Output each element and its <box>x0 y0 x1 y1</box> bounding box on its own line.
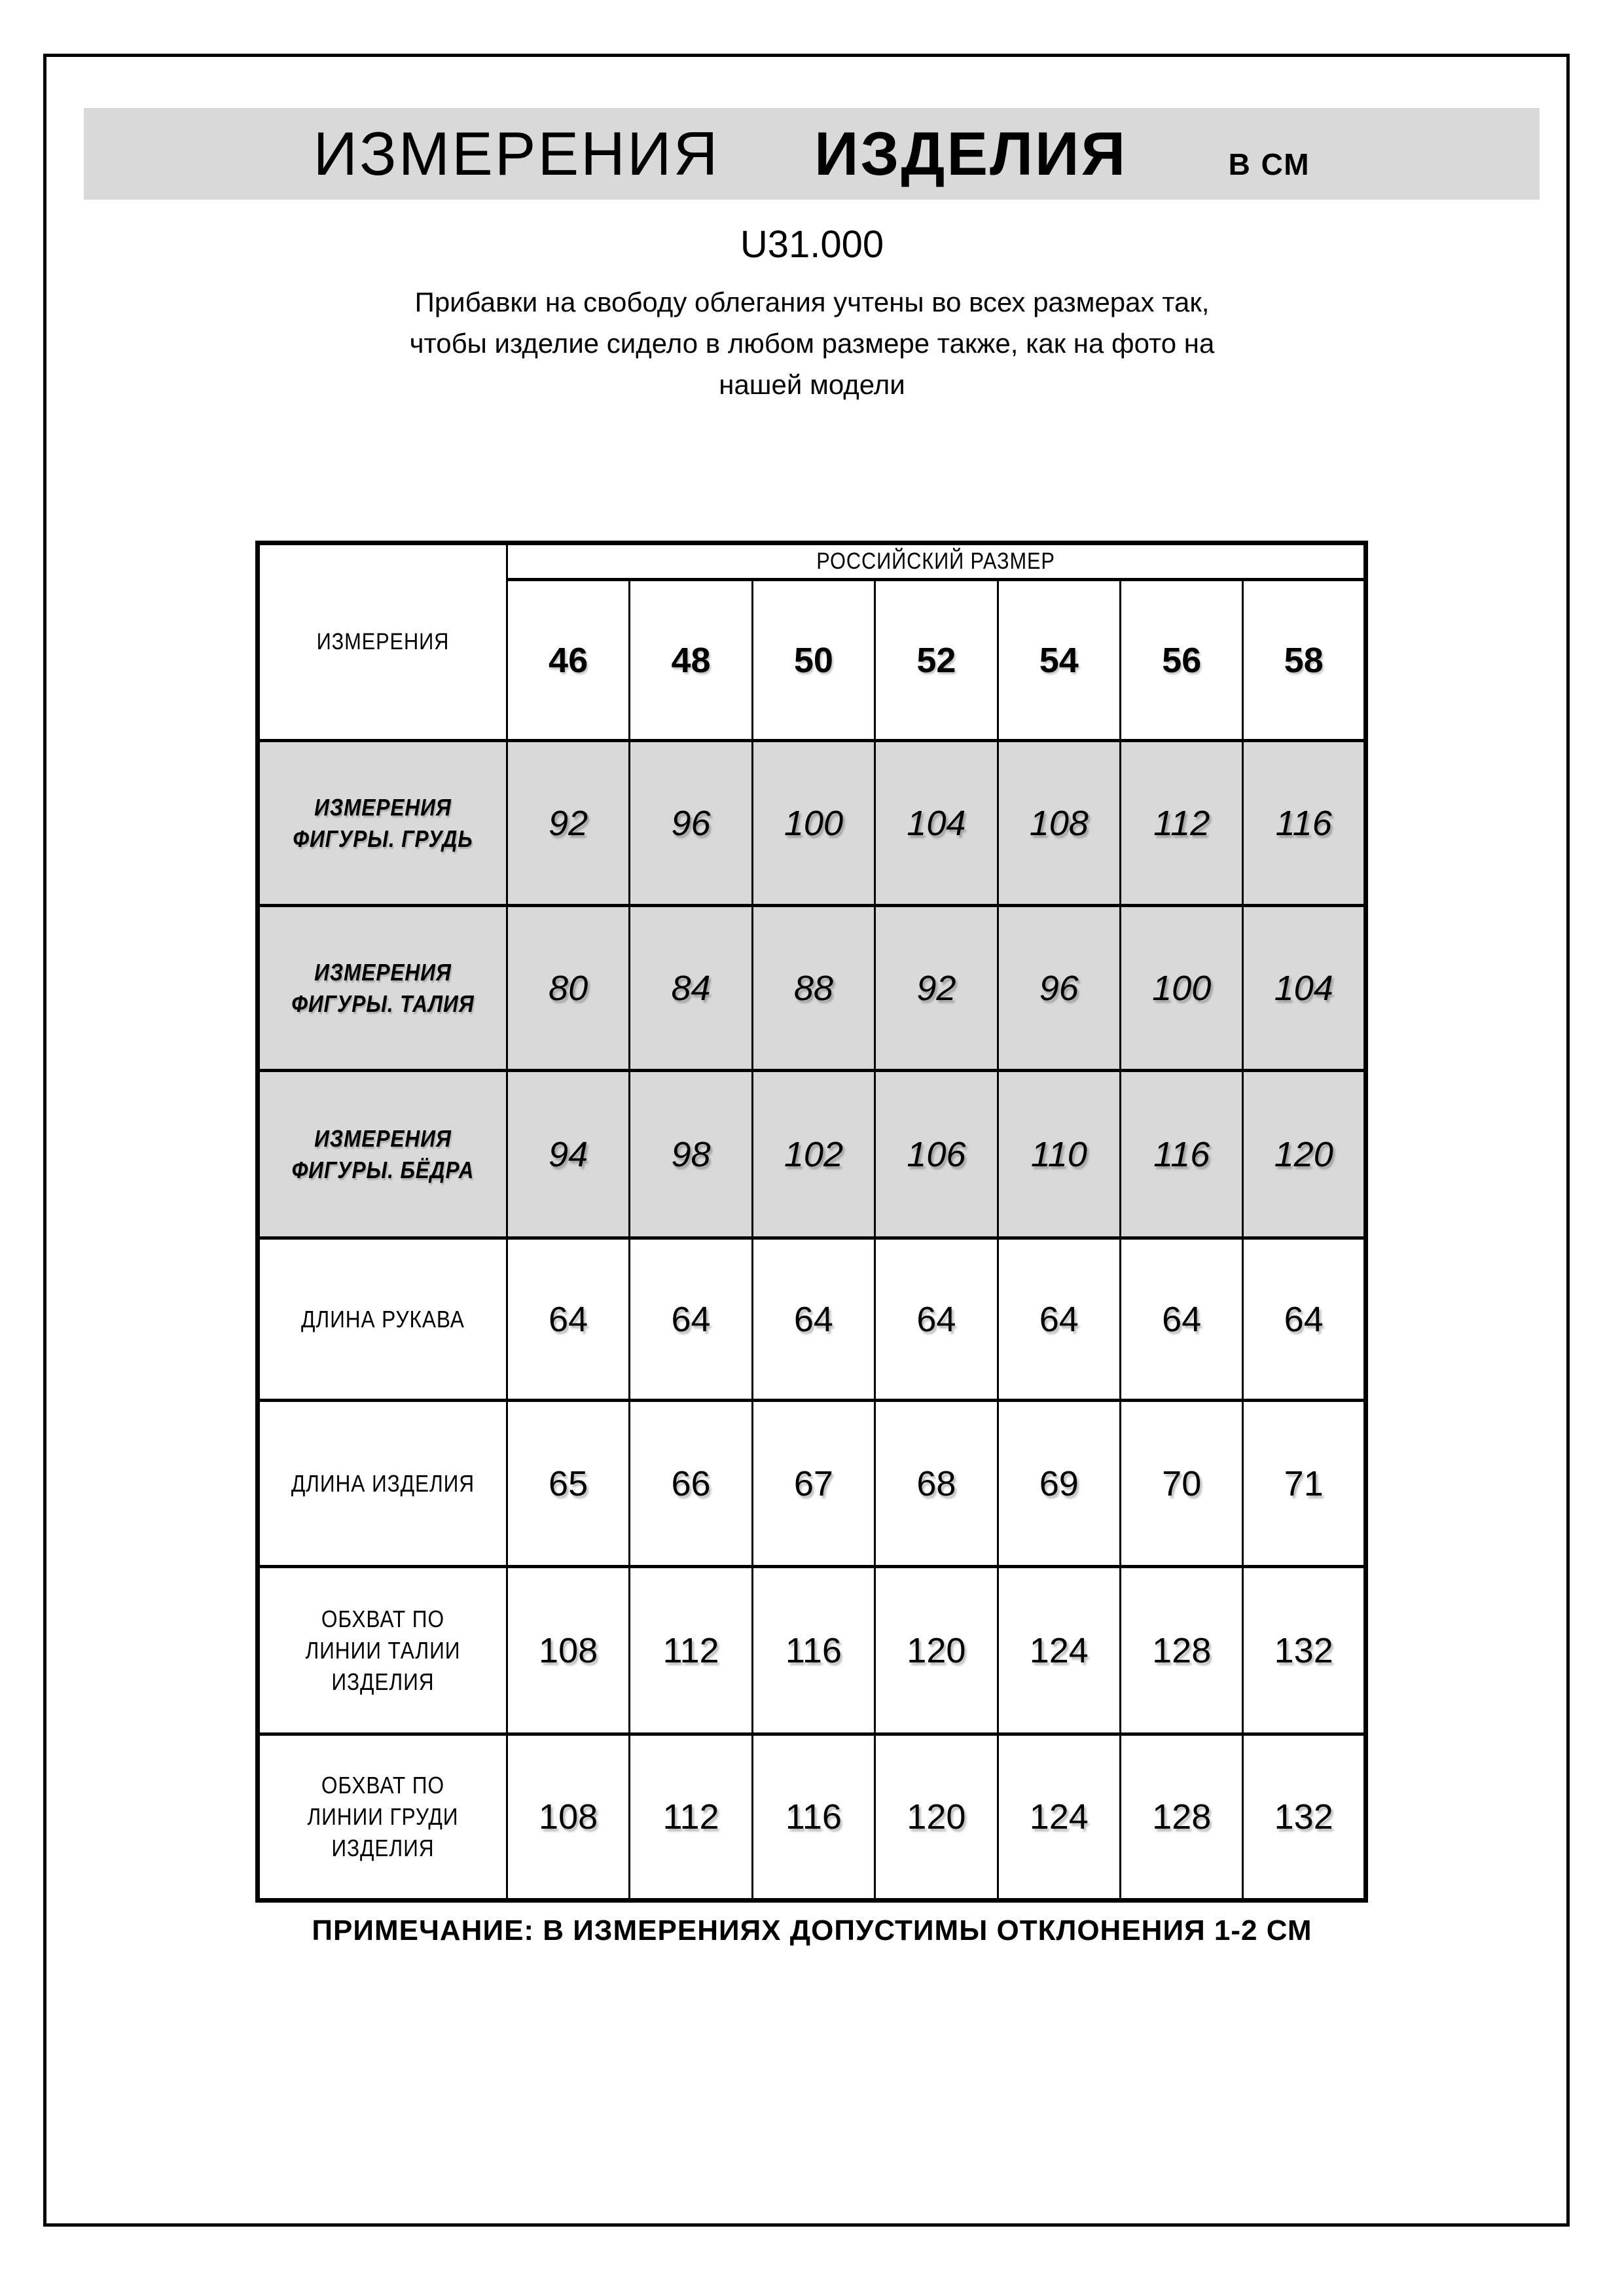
value-cell: 112 <box>630 1567 752 1734</box>
row-label-cell <box>258 741 507 906</box>
size-table <box>255 541 1368 1903</box>
tolerance-note: ПРИМЕЧАНИЕ: В ИЗМЕРЕНИЯХ ДОПУСТИМЫ ОТКЛОНЕНИЯ 1-2 СМ <box>312 1914 1312 1946</box>
corner-header-cell <box>258 543 507 741</box>
value-cell: 108 <box>507 1567 629 1734</box>
value-cell: 116 <box>752 1567 875 1734</box>
value-cell: 84 <box>630 906 752 1071</box>
value-cell: 96 <box>630 741 752 906</box>
row-label-line: ДЛИНА РУКАВА <box>301 1305 465 1333</box>
row-label <box>275 1123 492 1186</box>
value-cell: 64 <box>875 1238 998 1401</box>
value-cell: 67 <box>752 1401 875 1567</box>
row-label <box>275 1468 492 1499</box>
title-line <box>313 118 1310 189</box>
size-header-cell: 54 <box>998 580 1120 741</box>
value-cell: 65 <box>507 1401 629 1567</box>
value-cell: 112 <box>1120 741 1242 906</box>
value-cell: 100 <box>752 741 875 906</box>
table-row-body-waist <box>258 906 1366 1071</box>
value-cell: 70 <box>1120 1401 1242 1567</box>
row-label-cell <box>258 1071 507 1238</box>
value-cell: 102 <box>752 1071 875 1238</box>
value-cell: 110 <box>998 1071 1120 1238</box>
value-cell: 64 <box>1243 1238 1366 1401</box>
value-cell: 116 <box>1243 741 1366 906</box>
intro-paragraph <box>0 281 1624 405</box>
row-label-line: ДЛИНА ИЗДЕЛИЯ <box>291 1469 475 1497</box>
value-cell: 96 <box>998 906 1120 1071</box>
row-label-line: ФИГУРЫ. ТАЛИЯ <box>291 990 475 1017</box>
value-cell: 69 <box>998 1401 1120 1567</box>
intro-line: чтобы изделие сидело в любом размере также, как на фото на <box>409 328 1215 359</box>
size-header-cell: 48 <box>630 580 752 741</box>
size-header-cell: 56 <box>1120 580 1242 741</box>
value-cell: 98 <box>630 1071 752 1238</box>
value-cell: 108 <box>998 741 1120 906</box>
value-cell: 116 <box>1120 1071 1242 1238</box>
title-banner <box>84 108 1540 200</box>
row-label-line: ФИГУРЫ. ГРУДЬ <box>293 825 473 852</box>
row-label-line: ИЗМЕРЕНИЯ <box>314 958 452 986</box>
size-header-cell: 52 <box>875 580 998 741</box>
value-cell: 64 <box>752 1238 875 1401</box>
intro-line: нашей модели <box>719 369 905 400</box>
title-unit-cm: В СМ <box>1228 147 1310 181</box>
value-cell: 124 <box>998 1567 1120 1734</box>
value-cell: 88 <box>752 906 875 1071</box>
table-row-body-chest <box>258 741 1366 906</box>
table-row-body-hips <box>258 1071 1366 1238</box>
value-cell: 104 <box>1243 906 1366 1071</box>
row-label-cell <box>258 1401 507 1567</box>
row-label <box>275 792 492 855</box>
value-cell: 106 <box>875 1071 998 1238</box>
row-label-line: ОБХВАТ ПО <box>321 1605 444 1632</box>
row-label <box>275 1770 492 1864</box>
size-header-cell: 58 <box>1243 580 1366 741</box>
row-label-cell <box>258 906 507 1071</box>
size-header-cell: 50 <box>752 580 875 741</box>
row-label-line: ФИГУРЫ. БЁДРА <box>291 1156 475 1183</box>
value-cell: 120 <box>875 1734 998 1901</box>
value-cell: 100 <box>1120 906 1242 1071</box>
value-cell: 104 <box>875 741 998 906</box>
value-cell: 64 <box>630 1238 752 1401</box>
table-row-sleeve-length <box>258 1238 1366 1401</box>
row-label <box>275 957 492 1020</box>
value-cell: 128 <box>1120 1567 1242 1734</box>
value-cell: 116 <box>752 1734 875 1901</box>
size-header-cell: 46 <box>507 580 629 741</box>
row-label-cell <box>258 1734 507 1901</box>
row-label-line: ЛИНИИ ГРУДИ <box>307 1803 459 1830</box>
row-label-line: ИЗМЕРЕНИЯ <box>314 793 452 821</box>
row-label <box>275 1604 492 1698</box>
value-cell: 132 <box>1243 1567 1366 1734</box>
product-code: U31.000 <box>740 223 884 266</box>
value-cell: 92 <box>507 741 629 906</box>
size-group-row <box>258 543 1366 580</box>
title-word-measurements: ИЗМЕРЕНИЯ <box>313 119 720 188</box>
title-word-product: ИЗДЕЛИЯ <box>814 119 1128 188</box>
value-cell: 132 <box>1243 1734 1366 1901</box>
value-cell: 120 <box>875 1567 998 1734</box>
row-label-line: ИЗМЕРЕНИЯ <box>314 1124 452 1152</box>
table-row-item-length <box>258 1401 1366 1567</box>
intro-line: Прибавки на свободу облегания учтены во всех размерах так, <box>414 287 1210 317</box>
row-label <box>275 1304 492 1335</box>
value-cell: 64 <box>998 1238 1120 1401</box>
value-cell: 112 <box>630 1734 752 1901</box>
value-cell: 94 <box>507 1071 629 1238</box>
value-cell: 64 <box>507 1238 629 1401</box>
row-label-cell <box>258 1238 507 1401</box>
value-cell: 80 <box>507 906 629 1071</box>
size-group-label: РОССИЙСКИЙ РАЗМЕР <box>816 548 1055 574</box>
row-label-line: ИЗДЕЛИЯ <box>331 1668 435 1695</box>
row-label-line: ИЗДЕЛИЯ <box>331 1835 435 1861</box>
corner-header-label: ИЗМЕРЕНИЯ <box>316 629 450 655</box>
table-row-chest-girth <box>258 1734 1366 1901</box>
value-cell: 64 <box>1120 1238 1242 1401</box>
value-cell: 128 <box>1120 1734 1242 1901</box>
value-cell: 124 <box>998 1734 1120 1901</box>
value-cell: 108 <box>507 1734 629 1901</box>
row-label-cell <box>258 1567 507 1734</box>
table-row-waist-girth <box>258 1567 1366 1734</box>
size-group-header-cell <box>507 543 1365 580</box>
value-cell: 120 <box>1243 1071 1366 1238</box>
value-cell: 66 <box>630 1401 752 1567</box>
value-cell: 71 <box>1243 1401 1366 1567</box>
row-label-line: ОБХВАТ ПО <box>321 1772 444 1799</box>
value-cell: 92 <box>875 906 998 1071</box>
value-cell: 68 <box>875 1401 998 1567</box>
row-label-line: ЛИНИИ ТАЛИИ <box>305 1636 461 1664</box>
